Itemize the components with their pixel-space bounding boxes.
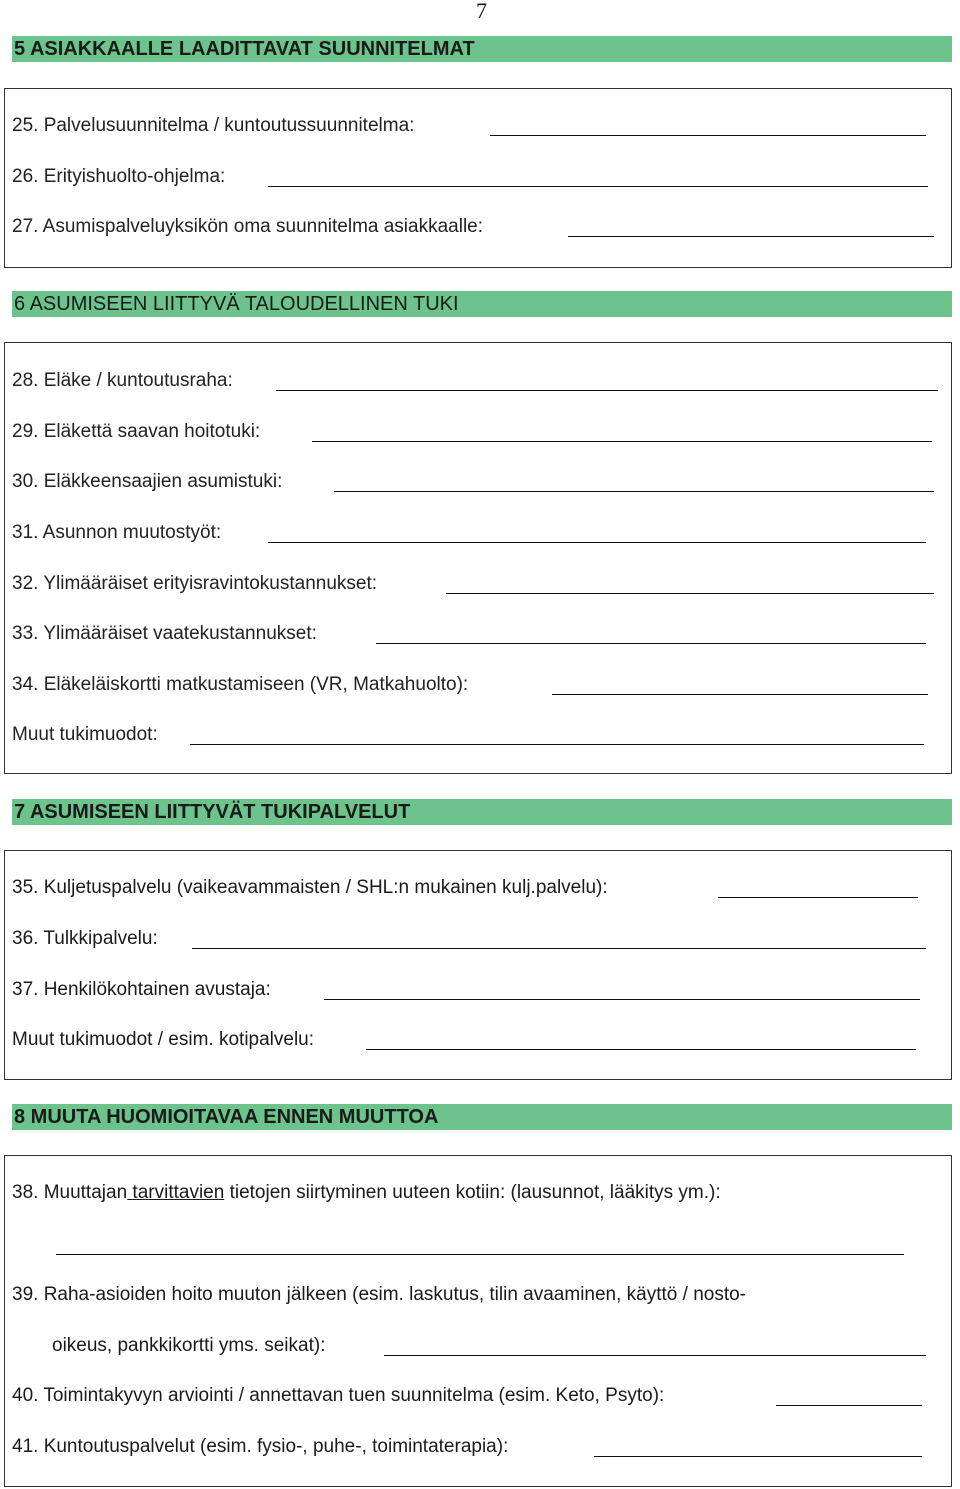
item-29-label: 29. Eläkettä saavan hoitotuki:	[12, 421, 261, 442]
section-title-7: 7 ASUMISEEN LIITTYVÄT TUKIPALVELUT	[12, 799, 952, 825]
item-33-field[interactable]	[376, 643, 926, 644]
item-31-field[interactable]	[268, 542, 926, 543]
item-26-label: 26. Erityishuolto-ohjelma:	[12, 166, 226, 187]
item-36-label: 36. Tulkkipalvelu:	[12, 928, 158, 949]
section-title-6: 6 ASUMISEEN LIITTYVÄ TALOUDELLINEN TUKI	[12, 291, 952, 317]
item-30-label: 30. Eläkkeensaajien asumistuki:	[12, 471, 283, 492]
item-39-label-line2: oikeus, pankkikortti yms. seikat):	[52, 1335, 326, 1356]
section-title-5: 5 ASIAKKAALLE LAADITTAVAT SUUNNITELMAT	[12, 36, 952, 62]
section-title-8: 8 MUUTA HUOMIOITAVAA ENNEN MUUTTOA	[12, 1104, 952, 1130]
item-27-field[interactable]	[568, 236, 934, 237]
item-40-label: 40. Toimintakyvyn arviointi / annettavan tuen suunnitelma (esim. Keto, Psyto):	[12, 1385, 665, 1406]
item-31-label: 31. Asunnon muutostyöt:	[12, 522, 222, 543]
item-35-label: 35. Kuljetuspalvelu (vaikeavammaisten / SHL:n mukainen kulj.palvelu):	[12, 877, 608, 898]
home-service-label: Muut tukimuodot / esim. kotipalvelu:	[12, 1029, 315, 1050]
page-number: 7	[476, 0, 487, 23]
item-38-field[interactable]	[56, 1254, 904, 1255]
item-28-field[interactable]	[276, 390, 938, 391]
item-27-label: 27. Asumispalveluyksikön oma suunnitelma asiakkaalle:	[12, 216, 484, 237]
item-25-field[interactable]	[490, 135, 926, 136]
item-38-text-b: tarvittavien	[127, 1182, 225, 1203]
item-39-field[interactable]	[384, 1355, 926, 1356]
item-35-field[interactable]	[718, 897, 918, 898]
item-41-field[interactable]	[594, 1456, 922, 1457]
item-37-field[interactable]	[324, 999, 920, 1000]
item-33-label: 33. Ylimääräiset vaatekustannukset:	[12, 623, 317, 644]
item-41-label: 41. Kuntoutuspalvelut (esim. fysio-, puhe-, toimintaterapia):	[12, 1436, 509, 1457]
other-support-label: Muut tukimuodot:	[12, 724, 158, 745]
item-29-field[interactable]	[312, 441, 932, 442]
item-36-field[interactable]	[192, 948, 926, 949]
other-support-field[interactable]	[190, 744, 924, 745]
item-34-field[interactable]	[552, 694, 928, 695]
item-25-label: 25. Palvelusuunnitelma / kuntoutussuunnitelma:	[12, 115, 415, 136]
item-30-field[interactable]	[334, 491, 934, 492]
item-40-field[interactable]	[776, 1405, 922, 1406]
item-38-text-c: tietojen siirtyminen uuteen kotiin: (lausunnot, lääkitys ym.):	[224, 1182, 721, 1203]
home-service-field[interactable]	[366, 1049, 916, 1050]
item-32-field[interactable]	[446, 593, 934, 594]
item-26-field[interactable]	[268, 186, 928, 187]
item-38-label	[12, 1182, 721, 1204]
item-34-label: 34. Eläkeläiskortti matkustamiseen (VR, Matkahuolto):	[12, 674, 469, 695]
item-37-label: 37. Henkilökohtainen avustaja:	[12, 979, 271, 1000]
item-32-label: 32. Ylimääräiset erityisravintokustannukset:	[12, 573, 378, 594]
item-38-text-a: 38. Muuttajan	[12, 1182, 128, 1203]
item-28-label: 28. Eläke / kuntoutusraha:	[12, 370, 233, 391]
item-39-label-line1: 39. Raha-asioiden hoito muuton jälkeen (esim. laskutus, tilin avaaminen, käyttö / nosto-	[12, 1284, 747, 1305]
section-6-box	[4, 342, 952, 774]
